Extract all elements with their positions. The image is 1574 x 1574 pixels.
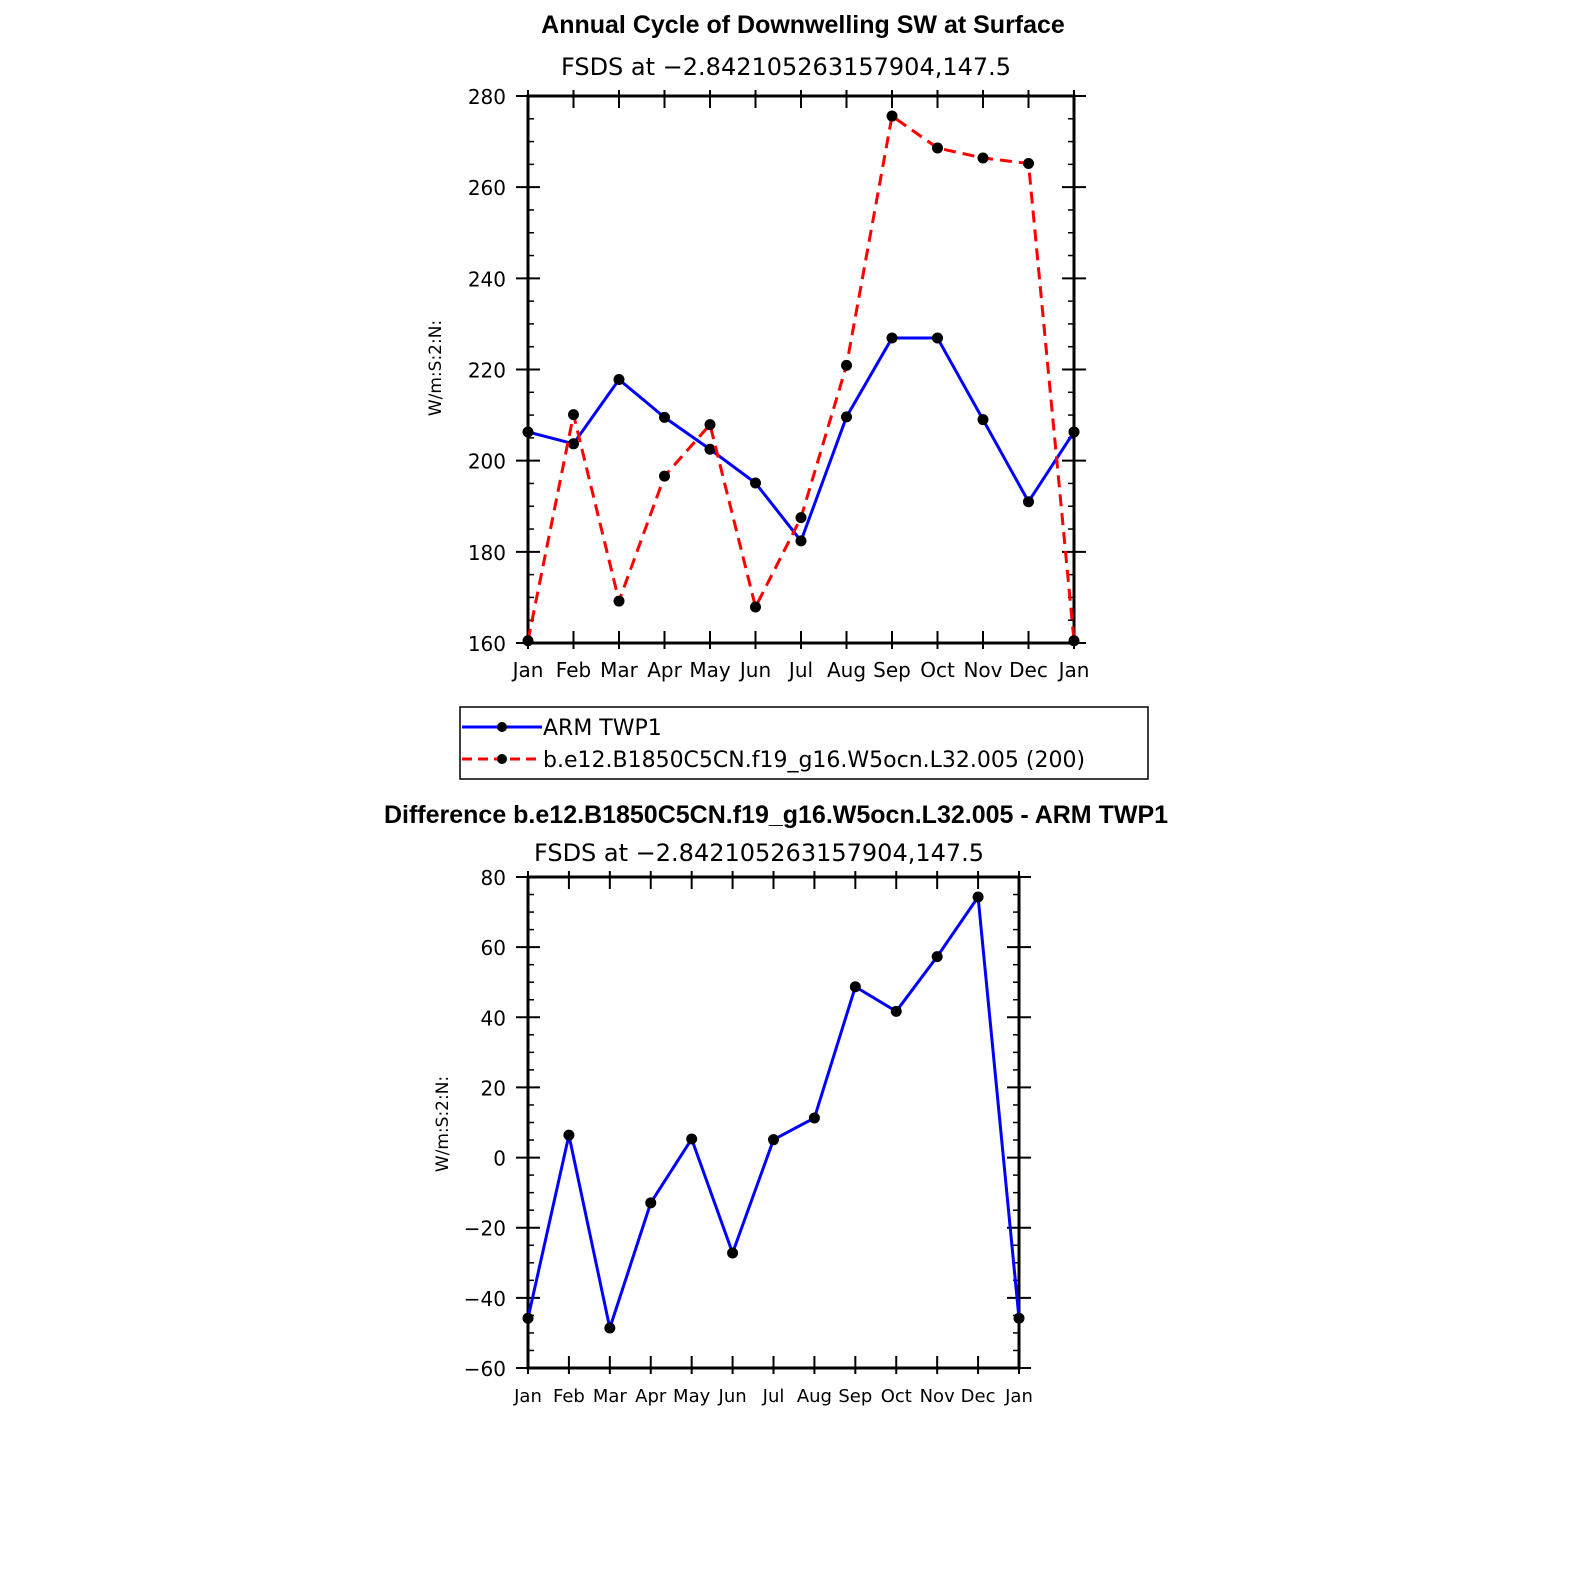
data-point [1014,1313,1025,1324]
y-tick-label: −20 [463,1216,506,1241]
x-tick-label: Mar [600,658,638,682]
chart1-y-axis-label: W/m:S:2:N: [426,319,446,417]
y-tick-label: 160 [467,632,506,656]
chart2-y-axis-label: W/m:S:2:N: [433,1075,453,1173]
data-point [705,419,716,430]
y-tick-label: −40 [463,1286,506,1311]
data-point [1069,426,1080,437]
x-tick-label: Sep [838,1386,873,1407]
chart1-title: Annual Cycle of Downwelling SW at Surface [541,11,1065,39]
data-point [750,478,761,489]
data-point [523,426,534,437]
data-point [978,414,989,425]
data-point [686,1133,697,1144]
x-tick-label: Nov [919,1386,955,1407]
chart1-subtitle: FSDS at −2.842105263157904,147.5 [560,53,1012,81]
data-point [1023,158,1034,169]
x-tick-label: Nov [963,658,1003,682]
x-tick-label: Jan [514,1386,542,1407]
y-tick-label: 240 [467,267,506,292]
data-point [659,471,670,482]
x-tick-label: Feb [555,658,592,682]
y-tick-label: 40 [480,1006,506,1031]
legend-marker-model [497,754,507,764]
x-tick-label: Oct [880,1386,912,1407]
data-point [645,1197,656,1208]
data-point [809,1112,820,1123]
y-tick-label: 220 [467,358,506,383]
data-point [932,142,943,153]
x-tick-label: Dec [1009,658,1048,682]
x-tick-label: Jan [1058,658,1090,682]
data-point [1069,635,1080,646]
data-point [768,1134,779,1145]
data-point [850,981,861,992]
y-tick-label: 280 [467,85,506,109]
data-point [750,601,761,612]
legend-label-arm-twp1: ARM TWP1 [543,716,662,741]
data-point [659,412,670,423]
x-tick-label: Sep [873,658,911,682]
data-point [887,333,898,344]
data-point [973,891,984,902]
data-point [705,444,716,455]
x-tick-label: Aug [796,1386,832,1407]
x-tick-label: May [689,658,731,682]
x-tick-label: Aug [826,658,867,682]
x-tick-label: Jul [788,658,814,682]
legend-label-model: b.e12.B1850C5CN.f19_g16.W5ocn.L32.005 (200) [543,748,1086,773]
y-tick-label: 200 [467,449,506,474]
x-tick-label: Oct [920,658,955,682]
x-tick-label: Jan [512,658,544,682]
data-point [978,152,989,163]
x-tick-label: Jun [739,658,772,682]
data-point [1023,496,1034,507]
data-point [614,374,625,385]
x-tick-label: Jan [1005,1386,1033,1407]
data-point [932,951,943,962]
data-point [568,438,579,449]
legend-marker-arm-twp1 [497,722,507,732]
x-tick-label: Apr [635,1386,667,1407]
y-tick-label: 260 [467,176,506,201]
data-point [796,512,807,523]
y-tick-label: −60 [463,1357,506,1381]
data-point [604,1323,615,1334]
data-point [523,1313,534,1324]
data-point [887,111,898,122]
data-point [796,535,807,546]
chart2-subtitle: FSDS at −2.842105263157904,147.5 [533,839,985,867]
x-tick-label: Mar [592,1386,627,1407]
y-tick-label: 20 [480,1076,506,1101]
x-tick-label: May [673,1386,711,1407]
data-point [727,1247,738,1258]
x-tick-label: Apr [647,658,682,682]
data-point [614,596,625,607]
y-tick-label: 180 [467,540,506,565]
chart1-legend [460,707,1148,779]
data-point [891,1006,902,1017]
data-point [841,360,852,371]
y-tick-label: 80 [480,866,506,890]
x-tick-label: Dec [960,1386,996,1407]
x-tick-label: Feb [552,1386,585,1407]
data-point [568,409,579,420]
x-tick-label: Jul [762,1386,785,1407]
data-point [932,333,943,344]
data-point [563,1130,574,1141]
y-tick-label: 60 [480,936,506,961]
data-point [841,411,852,422]
y-tick-label: 0 [493,1146,506,1171]
chart2-title: Difference b.e12.B1850C5CN.f19_g16.W5ocn.L32.005 - ARM TWP1 [383,801,1169,829]
x-tick-label: Jun [718,1386,747,1407]
data-point [523,635,534,646]
